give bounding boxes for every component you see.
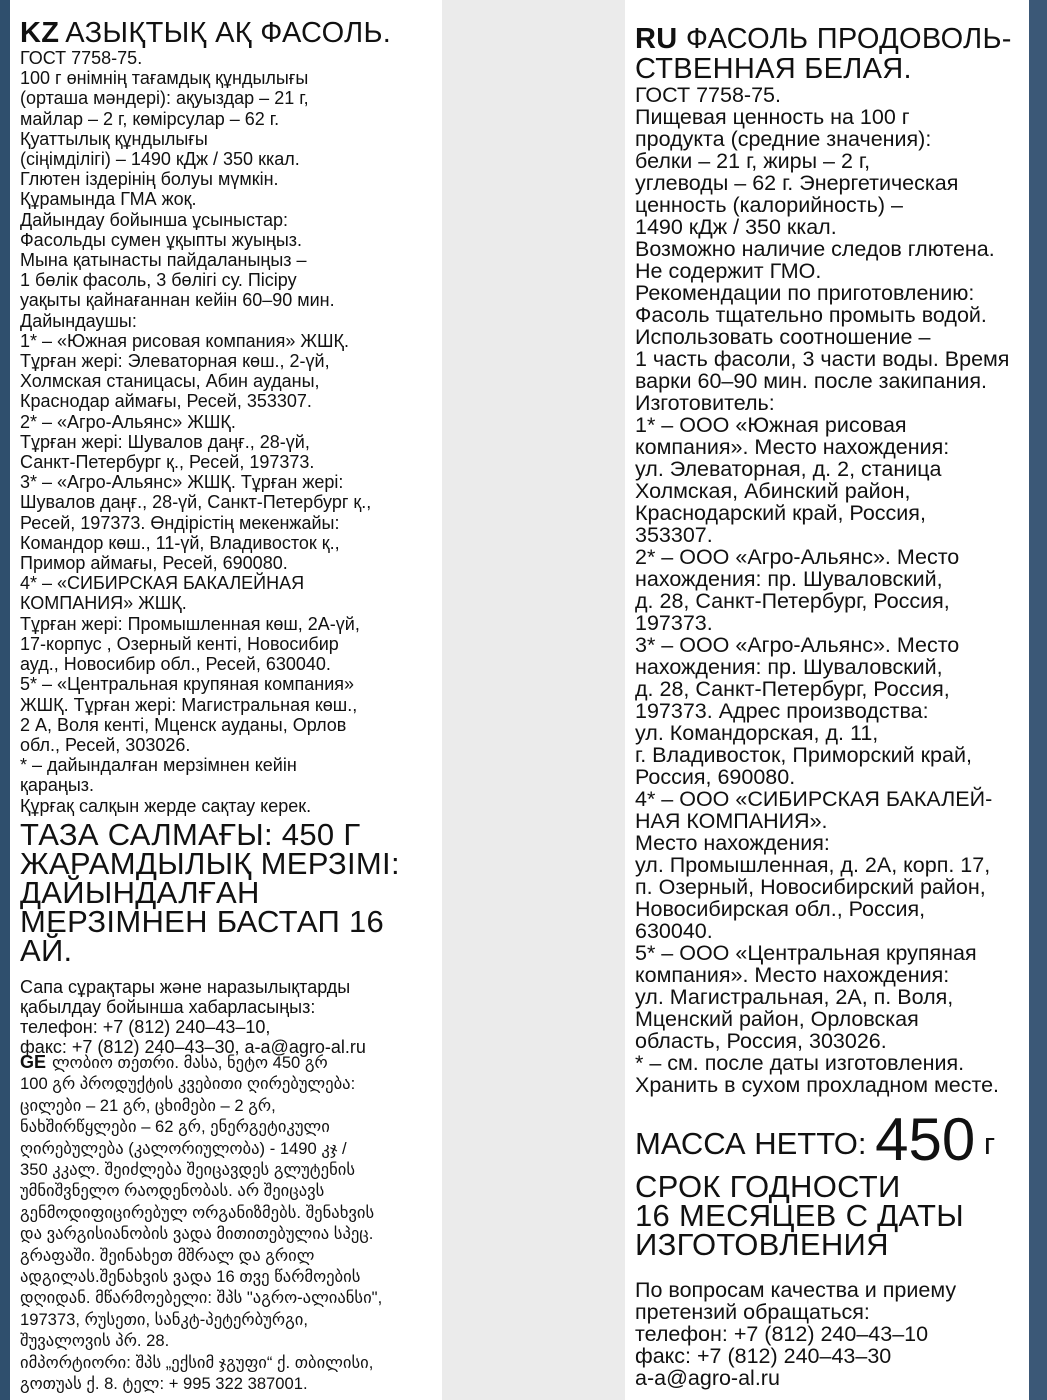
- ge-line: ადგილას.შენახვის ვადა 16 თვე წარმოების: [20, 1267, 361, 1287]
- ge-line: და ვარგისიანობის ვადა მითითებულია სპეც.: [20, 1224, 374, 1244]
- ge-line: გოთუას ქ. 8. ტელ: + 995 322 387001.: [20, 1374, 308, 1394]
- ge-line: ღირებულება (კალორიულობა) - 1490 კჯ /: [20, 1138, 347, 1158]
- left-packaging-edge: [0, 0, 10, 1400]
- ge-line: დღიდან. მწარმოებელი: შპს "აგრო-ალიანსი",: [20, 1288, 383, 1308]
- ge-line: გრაფაში. შეინახეთ მშრალ და გრილ: [20, 1245, 315, 1265]
- ru-product-name: ФАСОЛЬ ПРОДОВОЛЬ- СТВЕННАЯ БЕЛАЯ.: [635, 23, 1012, 85]
- ge-section: [20, 1052, 440, 1395]
- ru-title: [635, 24, 1035, 84]
- ru-contact: По вопросам качества и приему претензий обращаться: телефон: +7 (812) 240–43–10 факс: +7 (812) 240–43–30 a-a@agro-al.ru: [635, 1278, 957, 1390]
- kz-description: ГОСТ 7758-75. 100 г өнімнің тағамдық құндылығы (орташа мәндері): ақуыздар – 21 г, майлар – 2 г, көмірсулар – 62 г. Қуаттылық құндылығы (сіңімділігі) – 1490 кДж / 350 ккал. Глютен іздерінің болуы мүмкін. Құрамында ГМА жоқ. Дайындау бойынша ұсыныстар: Фасольды сумен ұқыпты жуыңыз. Мына қатынасты пайдаланыңыз – 1 бөлік фасоль, 3 бөлігі су. Пісіру уақыты қайнағаннан кейін 60–90 мин. Дайындаушы: 1* – «Южная рисовая компания» ЖШҚ. Тұрған жері: Элеваторная көш., 2-үй, Холмская станицасы, Абин ауданы, Краснодар аймағы, Ресей, 353307. 2* – «Агро-Альянс» ЖШҚ. Тұрған жері: Шувалов даңғ., 28-үй, Санкт-Петербург қ., Ресей, 197373. 3* – «Агро-Альянс» ЖШҚ. Тұрған жері: Шувалов даңғ., 28-үй, Санкт-Петербург қ., Ресей, 197373. Өндірістің мекенжайы: Командор көш., 11-үй, Владивосток қ., Примор аймағы, Ресей, 690080. 4* – «СИБИРСКАЯ БАКАЛЕЙНАЯ КОМПАНИЯ» ЖШҚ. Тұрған жері: Промышленная көш, 2А-үй, 17-корпус , Озерный кенті, Новосибир ауд., Новосибир обл., Ресей, 630040. 5* – «Центральная крупяная компания» ЖШҚ. Тұрған жері: Магистральная көш., 2 А, Воля кенті, Мценск ауданы, Орлов обл., Ресей, 303026. * – дайындалған мерзімнен кейін қараңыз. Құрғақ салқын жерде сақтау керек.: [20, 48, 372, 816]
- ru-net-weight: [635, 1106, 1035, 1173]
- ge-line: შუვალოვის პრ. 28.: [20, 1331, 170, 1351]
- ge-line: იმპორტიორი: შპს „ექსიმ ჯგუფი“ ქ. თბილისი,: [20, 1352, 374, 1372]
- ge-line: გენმოდიფიცირებულ ორგანიზმებს. შენახვის: [20, 1202, 375, 1222]
- ru-net-unit: г: [983, 1126, 996, 1161]
- kz-section: [20, 18, 440, 1057]
- kz-title: [20, 18, 440, 48]
- ru-section: [635, 24, 1035, 1389]
- kz-language-code: KZ: [20, 17, 60, 49]
- ge-line: 100 გრ პროდუქტის კვებითი ღირებულება:: [20, 1074, 356, 1094]
- ge-line: 350 კკალ. შეიძლება შეიცავდეს გლუტენის: [20, 1160, 356, 1180]
- ru-language-code: RU: [635, 23, 678, 55]
- kz-product-name: АЗЫҚТЫҚ АҚ ФАСОЛЬ.: [65, 17, 392, 49]
- ge-line: GE ლობიო თეთრი. მასა, ნეტო 450 გრ: [20, 1052, 328, 1072]
- ru-description: ГОСТ 7758-75. Пищевая ценность на 100 г продукта (средние значения): белки – 21 г, жиры – 2 г, углеводы – 62 г. Энергетическая ценность (калорийность) – 1490 кДж / 350 ккал. Возможно наличие следов глютена. Не содержит ГМО. Рекомендации по приготовлению: Фасоль тщательно промыть водой. Использовать соотношение – 1 часть фасоли, 3 части воды. Время варки 60–90 мин. после закипания. Изготовитель: 1* – ООО «Южная рисовая компания». Место нахождения: ул. Элеваторная, д. 2, станица Холмская, Абинский район, Краснодарский край, Россия, 353307. 2* – ООО «Агро-Альянс». Место нахождения: пр. Шуваловский, д. 28, Санкт-Петербург, Россия, 197373. 3* – ООО «Агро-Альянс». Место нахождения: пр. Шуваловский, д. 28, Санкт-Петербург, Россия, 197373. Адрес производства: ул. Командорская, д. 11, г. Владивосток, Приморский край, Россия, 690080. 4* – ООО «СИБИРСКАЯ БАКАЛЕЙ- НАЯ КОМПАНИЯ». Место нахождения: ул. Промышленная, д. 2А, корп. 17, п. Озерный, Новосибирский район, Новосибирская обл., Россия, 630040. 5* – ООО «Центральная крупяная компания». Место нахождения: ул. Магистральная, 2А, п. Воля, Мценский район, Орловская область, Россия, 303026. * – см. после даты изготовления. Хранить в сухом прохладном месте.: [635, 83, 1010, 1097]
- ge-line: 197373, რუსეთი, სანკტ-პეტერბურგი,: [20, 1309, 308, 1329]
- ru-net-value: 450: [875, 1106, 976, 1173]
- kz-weight-expiry: ТАЗА САЛМАҒЫ: 450 Г ЖАРАМДЫЛЫҚ МЕРЗІМІ: ДАЙЫНДАЛҒАН МЕРЗІМНЕН БАСТАП 16 АЙ.: [20, 816, 400, 968]
- kz-contact: Сапа сұрақтары және наразылықтарды қабылдау бойынша хабарласыңыз: телефон: +7 (812) 240–43–10, факс: +7 (812) 240–43–30, a-a@agro-al.ru: [20, 976, 366, 1057]
- panel-gap: [442, 0, 625, 1400]
- ge-line: ნახშირწყლები – 62 გრ, ენერგეტიკული: [20, 1117, 330, 1137]
- ge-line: ცილები – 21 გრ, ცხიმები – 2 გრ,: [20, 1095, 276, 1115]
- ge-line: უმნიშვნელო რაოდენობას. არ შეიცავს: [20, 1181, 325, 1201]
- ru-expiry: СРОК ГОДНОСТИ 16 МЕСЯЦЕВ С ДАТЫ ИЗГОТОВЛЕНИЯ: [635, 1169, 964, 1262]
- ru-net-label: МАССА НЕТТО:: [635, 1126, 867, 1161]
- ge-language-code: GE: [20, 1052, 47, 1072]
